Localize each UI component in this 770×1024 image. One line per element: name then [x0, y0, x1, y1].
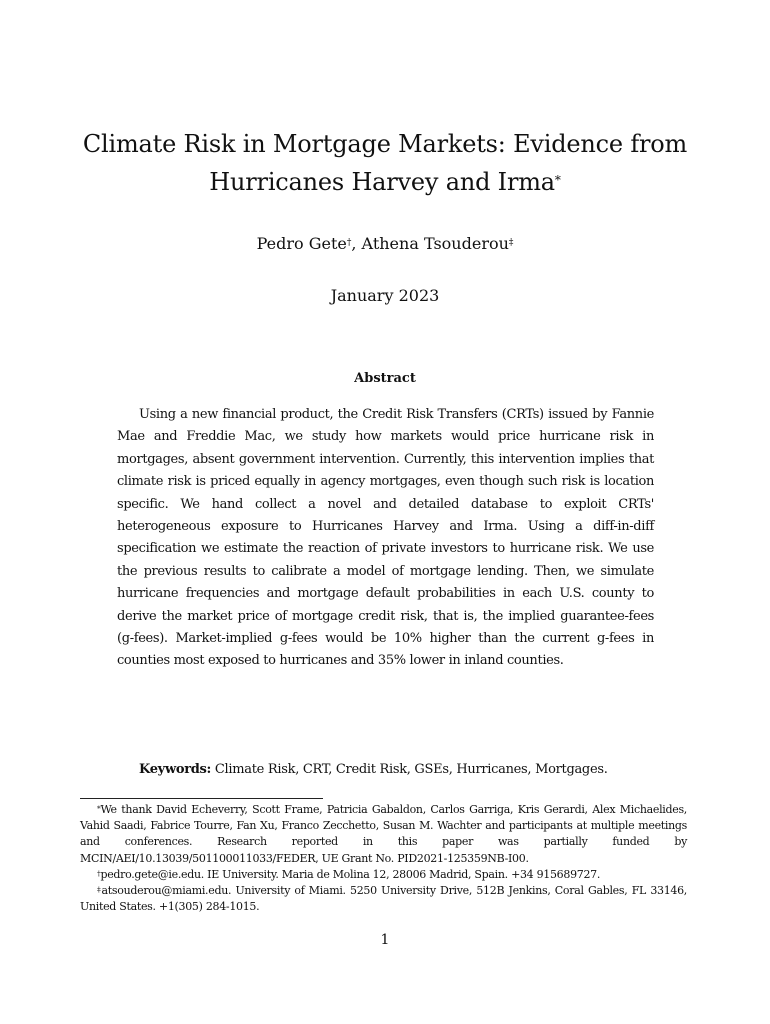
footnote-acknowledgements: [80, 802, 687, 867]
title-footnote-mark: *: [554, 173, 561, 187]
title-line-2: Hurricanes Harvey and Irma: [209, 168, 555, 196]
footnotes: [80, 802, 687, 915]
footnote-mark: ‡: [97, 885, 102, 895]
footnote-mark: †: [97, 868, 101, 878]
author-footnote-mark: †: [346, 238, 352, 248]
keywords-label: Keywords:: [139, 762, 212, 777]
author-separator: ,: [351, 234, 362, 253]
author-name: Pedro Gete: [256, 234, 347, 253]
footnote-author-2-contact: [80, 883, 687, 915]
footnote-divider: [80, 798, 323, 799]
footnote-text: pedro.gete@ie.edu. IE University. Maria de Molina 12, 28006 Madrid, Spain. +34 915689727.: [100, 867, 601, 881]
page-number: 1: [380, 932, 390, 948]
title-line-1: Climate Risk in Mortgage Markets: Evidence from: [82, 130, 688, 158]
footnote-text: We thank David Echeverry, Scott Frame, Patricia Gabaldon, Carlos Garriga, Kris Gerardi, Alex Michaelides, Vahid Saadi, Fabrice Tourre, Fan Xu, Franco Zecchetto, Susan M. Wachter and participants at multiple meetings and conferences. Research reported in this paper was partially funded by MCIN/AEI/10.13039/501100011033/FEDER, UE Grant No. PID2021-125359NB-I00.: [80, 803, 687, 865]
footnote-author-1-contact: [80, 867, 687, 883]
paper-title: [80, 125, 690, 201]
keywords-line: [139, 761, 659, 779]
footnote-text: atsouderou@miami.edu. University of Miami. 5250 University Drive, 512B Jenkins, Coral Gables, FL 33146, United States. +1(305) 284-1015.: [80, 884, 688, 914]
author-footnote-mark: ‡: [508, 238, 514, 248]
publication-date: January 2023: [330, 286, 440, 305]
abstract-text: Using a new financial product, the Credit Risk Transfers (CRTs) issued by Fannie Mae and Freddie Mac, we study how markets would price hurricane risk in mortgages, absent government intervention. Currently, this intervention implies that climate risk is priced equally in agency mortgages, even though such risk is location specific. We hand collect a novel and detailed database to exploit CRTs' heterogeneous exposure to Hurricanes Harvey and Irma. Using a diff-in-diff specification we estimate the reaction of private investors to hurricane risk. We use the previous results to calibrate a model of mortgage lending. Then, we simulate hurricane frequencies and mortgage default probabilities in each U.S. county to derive the market price of mortgage credit risk, that is, the implied guarantee-fees (g-fees). Market-implied g-fees would be 10% higher than the current g-fees in counties most exposed to hurricanes and 35% lower in inland counties.: [117, 407, 654, 669]
keywords-text: Climate Risk, CRT, Credit Risk, GSEs, Hurricanes, Mortgages.: [214, 762, 608, 777]
footnote-mark: *: [97, 804, 101, 813]
author-list: [80, 233, 690, 255]
author-name: Athena Tsouderou: [361, 234, 509, 253]
abstract-heading: Abstract: [354, 371, 416, 386]
